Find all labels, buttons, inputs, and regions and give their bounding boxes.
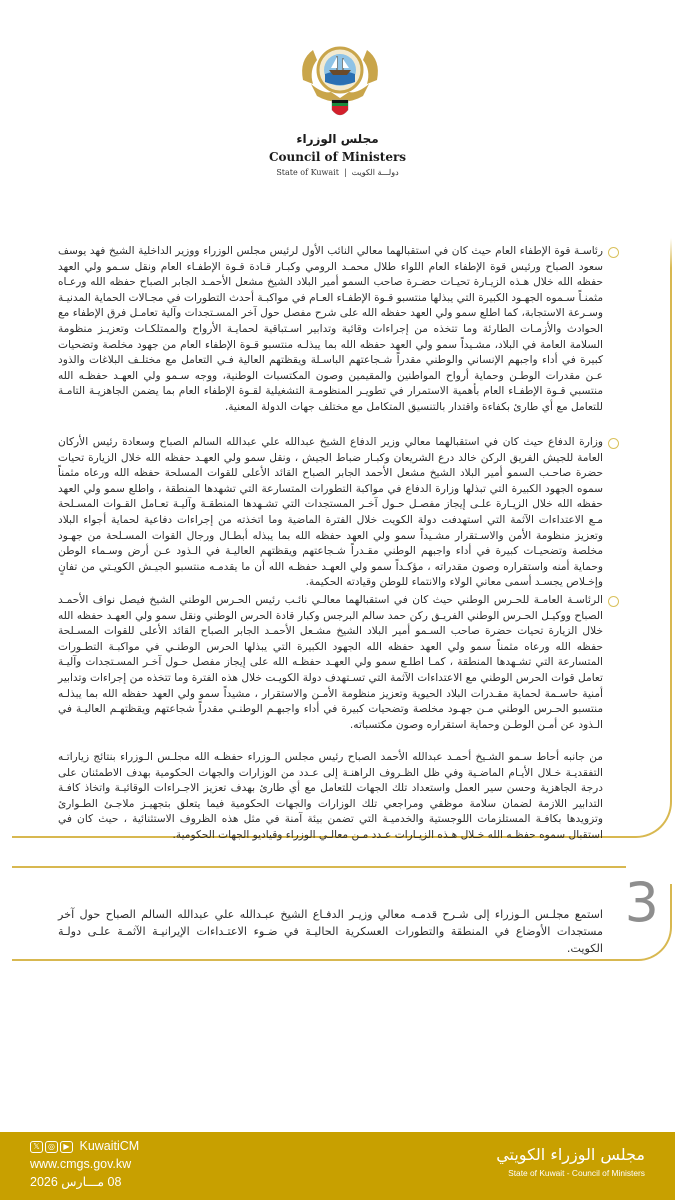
publish-date: 08 مـــارس 2026 xyxy=(30,1175,122,1189)
logo-arabic-title: مجلس الوزراء xyxy=(296,132,379,146)
x-icon[interactable]: 𝕏 xyxy=(30,1141,43,1153)
item-3-paragraph: استمع مجلـس الـوزراء إلى شـرح قدمـه معالي وزيـر الدفـاع الشيخ عبـدالله علي عبدالله السالم الصباح حول آخر مستجدات الأوضاع في المنطقة والتطورات العسكرية الحاليـة في ضـوء الاعتـداءات الإيرانيـة الآثمـة علـى دولـة الكويت. xyxy=(58,908,603,955)
logo-english-title: Council of Ministers xyxy=(268,150,407,164)
kuwait-emblem-icon xyxy=(297,40,383,122)
bullet-paragraph-fire-force: رئاسـة قوة الإطفاء العام حيث كان في استقبالهما معالي النائب الأول لرئيس مجلس الوزراء ووزير الداخلية الشيخ فهد يوسف سعود الصباح ورئيس قوة الإطفاء العام اللواء طلال محمـد الرومي وكبـار قـادة قـوة الإطفـاء العام ونقل سـمو ولي العهد حفظه الله خلال هـذه الزيـارة تحيـات حضـرة صاحب السمو أمير البلاد الشيخ مشعل الأحمـد الجابر الصباح حفظه الله ورعـاه مثمنـاً سـموه الجهـود الكبيرة التي يبذلها منتسبو قـوة الإطفـاء العـام في مواكبـة أحدث التطورات في مجـالات الحماية المدنيـة وسـرعة الاستجابة، كما اطلع سمو ولي العهد حفظه الله على شرح مفصل حول آخر المسـتجدات وآلية تعامـل فرق الإطفاء مع الحوادث والأزمـات الطارئة وما تتخذه من إجراءات وقائية وتدابير اسـتباقية لحمايـة الأرواح والممتلكـات وتعزيـز منظومة السلامة العامة في البلاد، مشـيداً سمو ولي العهد حفظه الله بما يبذلـه منتسبو قـوة الإطفاء العام من جهود مخلصة وتضحيات كبيرة في أداء واجبهم الإنساني والوطني مقدراً شـجاعتهم الباسـلة ويقظتهم العالية فـي التعامل مع مختلـف البلاغات والذود عـن مقدرات الوطـن وحماية أرواح المواطنين والمقيمين وصون المكتسبات الوطنية، ووجه سـمو ولي العهـد حفظـه الله منتسبي قـوة الإطفـاء العام بأهمية الاستمرار في تطويـر المنظومـة التشغيلية لقـوة الإطفاء العام بما يضمن الجاهزيـة التامـة للتعامل مع أي طارئ بكفاءة واقتدار بالتنسيق المتكامل مع مختلف جهات الدولة المعنية. xyxy=(58,245,603,413)
footer-bar xyxy=(0,1132,675,1200)
youtube-icon[interactable]: ▶ xyxy=(60,1141,73,1153)
closing-paragraph: من جانبه أحاط سـمو الشـيخ أحمـد عبدالله الأحمد الصباح رئيس مجلس الـوزراء حفظـه الله مجلـس الـوزراء بنتائج زياراتـه التفقديـة خـلال الأيـام الماضـية وفي ظل الظـروف الراهنـة إلى عـدد من الوزارات والجهات الحكومية بهدف الاطمئنان على درجة الجاهزية وحسن سير العمل واستعداد تلك الجهات للتعامل مع أي طارئ بهدف تعزيز الاجـراءات الوقائيـة واتخاذ كافـة التدابير اللازمة لضمان سلامة موظفي ومراجعي تلك الوزارات والجهات الحكومية فيما يتعلق بتجهيـز ملاجـئ الطـوارئ وتزويدها بكافـة المستلزمات اللوجستية والخدميـة التي تضمن بيئة آمنة في مثل هذه الظروف الاستثنائية ، حيث كان في استقبال سموه حفظـه الله خـلال هـذه الزيـارات عـدد مـن معالـي الوزراء وقياديو الجهات الحكومية. xyxy=(58,751,603,841)
bullet-circle-icon xyxy=(608,438,619,449)
footer-org-arabic: مجلس الوزراء الكويتي xyxy=(496,1145,645,1164)
bullet-paragraph-national-guard: الرئاسـة العامـة للحـرس الوطني حيث كان في استقبالهما معالـي نائـب رئيس الحـرس الوطني الشيخ فيصل نواف الأحمـد الصباح ووكيـل الحـرس الوطني الفريـق ركن حمد سالم البرجس وكبار قادة الحرس الوطني ونقل سمو ولي العهـد حفظه الله خلال الزيارة تحيات حضرة صاحب السـمو أمير البلاد الشيخ مشـعل الأحمـد الجابر الصباح القائد الأعلى للقوات المسـلحة حفظه الله ورعاه مثمناً سمو ولي العهد حفظه الله الجهود الكبيرة التي يبذلها الحرس الوطنـي في مواكبـة التطـورات المتسارعة التي تشـهدها المنطقة ، كمـا اطلـع سمو ولي العهـد حفظـه الله على إيجاز مفصل حـول آخـر المسـتجدات وآليـة تعامل قوات الحرس الوطني مع الاعتداءات الآثمة التي تسـتهدف دولة الكويـت خلال هذه الفترة وما تتخذه من إجراءات وتدابير أمنية حاسـمة لحماية مقـدرات البلاد الحيوية وتعزيز منظومة الأمـن والاستقرار ، مشيداً سمو ولي العهد حفظه الله بما يبذلـه منتسبو الحـرس الوطني مـن جهـود مخلصة وتضحيات كبيرة في أداء واجبهـم الوطنـي مقدراً شجاعتهم ويقظتهـم العاليـة في الـذود عن أمـن الوطـن وحماية استقراره وصون مكتسباته. xyxy=(58,594,603,731)
social-handle[interactable]: KuwaitiCM xyxy=(79,1139,140,1153)
footer-org-english: State of Kuwait - Council of Ministers xyxy=(508,1168,645,1178)
social-row xyxy=(30,1137,139,1155)
logo-separator: | xyxy=(343,168,347,177)
document-header xyxy=(0,0,675,230)
instagram-icon[interactable]: ◎ xyxy=(45,1141,58,1153)
bullet-paragraph-defense: وزارة الدفاع حيث كان في استقبالهما معالي وزير الدفاع الشيخ عبدالله علي عبدالله السالم الصباح وسعادة رئيس الأركان العامة للجيش الفريق الركن خالد درع الشريعان وكبـار ضباط الجيش ، ونقل سمو ولي العهـد حفظه الله خلال الزيارة تحيات حضرة صاحـب السمو أمير البلاد الشيخ مشعل الأحمد الجابر الصباح القائد الأعلى للقوات المسلحة حفظه الله ورعاه مثمناً سموه الجهود الكبيرة التي تبذلها وزارة الدفاع في مواكبة التطورات المتسارعة التي تشهدها المنطقة ، واطلع سمو ولي العهد حفظه الله خلال الزيـارة علـى إيجاز مفصـل حـول آخـر المستجدات التي تشـهدها المنطقـة وآليـة تعـامل القـوات المسـلحة مـع الاعتداءات الآثمة التي استهدفت دولة الكويت خلال الفترة الماضية وما اتخذته من إجراءات دفاعية لحماية أجواء البلاد وتعزيز منظومة الأمن والاسـتقرار مشـيداً سمو ولي العهد حفظه الله بما يبذله أبطـال ورجال القوات المسـلحة من جهـود مخلصة وتضحيـات كبيرة في أداء واجبهم الوطني مقـدراً شـجاعتهم ويقظتهم العاليـة في الـذود عـن أرض وسـماء الوطن وحماية أمنه واستقراره وصون مقدراته ، مؤكـداً سمو ولي العهـد حفظـه الله أن ما يقدمـه منتسبو الجيـش الكويـتي من تفانٍ وإخـلاص يجسـد أسمى معاني الولاء والانتماء للوطن وقيادته الحكيمة. xyxy=(58,436,603,589)
bullet-circle-icon xyxy=(608,596,619,607)
logo-subtitle xyxy=(0,168,675,177)
item-number: 3 xyxy=(624,871,659,934)
website-link[interactable]: www.cmgs.gov.kw xyxy=(30,1157,132,1171)
social-icons xyxy=(30,1141,73,1153)
bullet-circle-icon xyxy=(608,247,619,258)
state-arabic: دولـــة الكويت xyxy=(351,168,399,177)
footer-contact xyxy=(30,1137,139,1191)
state-english: State of Kuwait xyxy=(276,168,339,177)
footer-branding xyxy=(496,1144,645,1180)
